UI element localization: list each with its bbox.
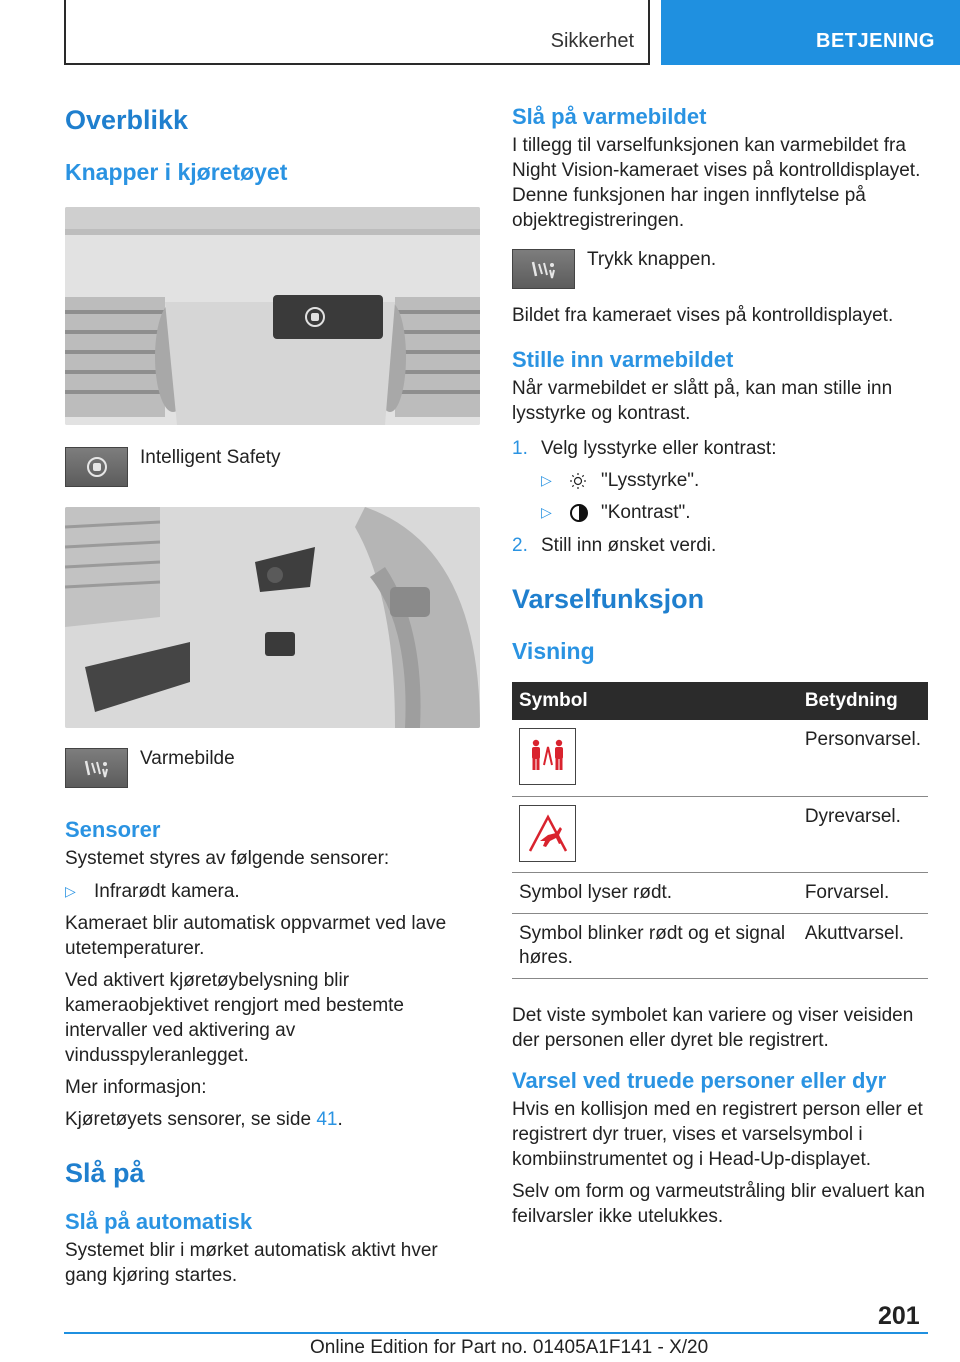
press-button-label: Trykk knappen. <box>587 249 717 270</box>
meaning-animal: Dyrevarsel. <box>798 796 928 872</box>
section-tab <box>64 0 650 65</box>
thermal-image-entry <box>65 748 480 788</box>
bullet-triangle-icon: ▷ <box>65 883 76 899</box>
footer-divider-right <box>862 1332 928 1334</box>
intelligent-safety-entry <box>65 447 480 487</box>
intelligent-safety-button-icon <box>65 447 128 487</box>
heading-switch-on: Slå på <box>65 1158 145 1188</box>
page-header <box>0 0 960 66</box>
paragraph-thermal: I tillegg til varselfunksjonen kan varmebildet fra Night Vision-kameraet vises på kontrolldisplayet. Denne funksjonen har ingen innflytelse på objektregistreringen. <box>512 135 921 231</box>
paragraph-symbol-varies: Det viste symbolet kan variere og viser veisiden der personen eller dyret ble registrert. <box>512 1004 914 1051</box>
steering-column-photo <box>65 507 480 728</box>
symbol-table <box>512 682 928 979</box>
section-title: Sikkerhet <box>550 30 634 52</box>
heading-buttons: Knapper i kjøretøyet <box>65 159 288 185</box>
heading-warning-function: Varselfunksjon <box>512 584 705 614</box>
table-row <box>512 913 928 978</box>
paragraph-more-info: Mer informasjon: <box>65 1077 207 1098</box>
table-row <box>512 796 928 872</box>
page-number: 201 <box>878 1302 920 1330</box>
step-2: 2. Still inn ønsket verdi. <box>512 535 717 556</box>
column-symbol: Symbol <box>512 682 798 720</box>
meaning-person: Personvarsel. <box>798 720 928 796</box>
paragraph-threatened: Hvis en kollisjon med en registrert person eller et registrert dyr truer, vises et varselsymbol i kombiinstrumentet og i Head-Up-displayet. <box>512 1098 923 1170</box>
thermal-image-label: Varmebilde <box>140 748 235 769</box>
symbol-lit-red: Symbol lyser rødt. <box>512 872 798 913</box>
dashboard-illustration <box>65 207 480 425</box>
sub-contrast: ▷ "Kontrast". <box>541 502 691 523</box>
dashboard-photo <box>65 207 480 425</box>
person-warning-icon <box>519 728 576 785</box>
sensor-list-item: ▷ Infrarødt kamera. <box>65 881 240 902</box>
paragraph-limits: Selv om form og varmeutstråling blir evaluert kan feilvarsler ikke utelukkes. <box>512 1180 925 1227</box>
paragraph-adjust: Når varmebildet er slått på, kan man stille inn lysstyrke og kontrast. <box>512 378 893 424</box>
night-vision-button-icon-2 <box>512 249 575 289</box>
steering-column-illustration <box>65 507 480 728</box>
symbol-flashing-red: Symbol blinker rødt og et signal høres. <box>512 913 798 978</box>
bullet-triangle-icon: ▷ <box>541 504 552 520</box>
paragraph-reference: Kjøretøyets sensorer, se side 41. <box>65 1109 343 1130</box>
sensors-intro: Systemet styres av følgende sensorer: <box>65 848 390 869</box>
night-vision-button-icon <box>65 748 128 788</box>
footer-divider <box>64 1332 862 1334</box>
heading-adjust: Stille inn varmebildet <box>512 347 734 372</box>
heading-display: Visning <box>512 638 595 664</box>
table-header-row <box>512 682 928 720</box>
paragraph-auto: Systemet blir i mørket automatisk aktivt hver gang kjøring startes. <box>65 1240 438 1286</box>
heading-overview: Overblikk <box>65 105 189 135</box>
table-row <box>512 720 928 796</box>
heading-auto: Slå på automatisk <box>65 1209 253 1234</box>
meaning-acute-warning: Akuttvarsel. <box>798 913 928 978</box>
animal-warning-icon <box>519 805 576 862</box>
bullet-triangle-icon: ▷ <box>541 472 552 488</box>
brightness-icon <box>569 472 597 490</box>
paragraph-image-shown: Bildet fra kameraet vises på kontrolldisplayet. <box>512 305 894 326</box>
right-column <box>512 100 928 1229</box>
chapter-tab: BETJENING <box>661 0 960 65</box>
intelligent-safety-label: Intelligent Safety <box>140 447 281 468</box>
left-column <box>65 100 480 1288</box>
sub-brightness: ▷ "Lysstyrke". <box>541 470 700 491</box>
meaning-prewarning: Forvarsel. <box>798 872 928 913</box>
paragraph-cleaned: Ved aktivert kjøretøybelysning blir kameraobjektivet rengjort med bestemte intervaller ved aktivering av vindusspyleranlegget. <box>65 970 404 1066</box>
contrast-icon <box>569 503 597 523</box>
table-row <box>512 872 928 913</box>
heading-sensors: Sensorer <box>65 817 161 842</box>
edition-text: Online Edition for Part no. 01405A1F141 - X/20 <box>310 1337 709 1358</box>
step-1: 1. Velg lysstyrke eller kontrast: <box>512 438 777 459</box>
heading-thermal-on: Slå på varmebildet <box>512 104 707 129</box>
heading-threatened: Varsel ved truede personer eller dyr <box>512 1067 887 1093</box>
page-link-41[interactable]: 41 <box>316 1109 338 1130</box>
paragraph-heated: Kameraet blir automatisk oppvarmet ved lave utetemperaturer. <box>65 913 447 959</box>
press-button-entry <box>512 249 928 289</box>
column-meaning: Betydning <box>798 682 928 720</box>
